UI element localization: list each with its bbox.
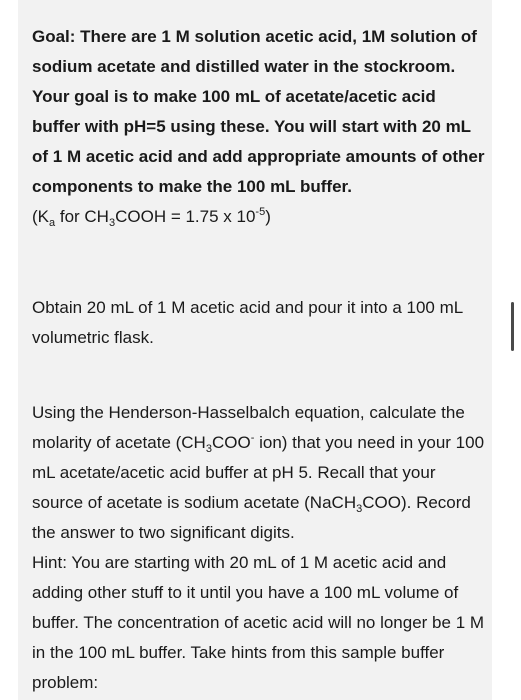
ka-subscript: a	[49, 217, 56, 229]
step2-text-3: ion) that you need in your 100 mL acetate/acetic acid buffer at pH 5. Recall that your source of acetate is sodium acetate (NaCH	[32, 433, 485, 512]
ka-mid1: for CH	[55, 207, 109, 226]
step2-sub-2: 3	[356, 503, 363, 515]
step2-sub-1: 3	[205, 443, 212, 455]
step-obtain-acid: Obtain 20 mL of 1 M acetic acid and pour it into a 100 mL volumetric flask.	[32, 298, 463, 347]
step-henderson-hasselbalch	[32, 398, 487, 548]
scrollbar-thumb[interactable]	[511, 302, 514, 351]
question-content	[32, 22, 487, 698]
step2-text-1: Using the Henderson-Hasselbalch equation, calculate the molarity of acetate (CH	[32, 403, 465, 452]
ka-exponent: -5	[255, 206, 266, 218]
ka-close: )	[265, 207, 271, 226]
ka-mid2: COOH = 1.75 x 10	[115, 207, 256, 226]
ka-ch3-subscript: 3	[108, 217, 116, 229]
step2-text-2: COO	[211, 433, 251, 452]
goal-statement: Goal: There are 1 M solution acetic acid, 1M solution of sodium acetate and distilled water in the stockroom. Your goal is to make 100 mL of acetate/acetic acid buffer with pH=5 using these. You will start with 20 mL of 1 M acetic acid and add appropriate amounts of other components to make the 100 mL buffer.	[32, 27, 485, 196]
hint-text: Hint: You are starting with 20 mL of 1 M acetic acid and adding other stuff to it until you have a 100 mL volume of buffer. The concentration of acetic acid will no longer be 1 M in the 100 mL buffer. Take hints from this sample buffer problem:	[32, 553, 485, 692]
step2-sup-1: -	[250, 432, 255, 444]
step2-text-4: COO). Record the answer to two significant digits.	[32, 493, 471, 542]
ka-value-line	[32, 202, 487, 232]
ka-open: (K	[32, 207, 49, 226]
